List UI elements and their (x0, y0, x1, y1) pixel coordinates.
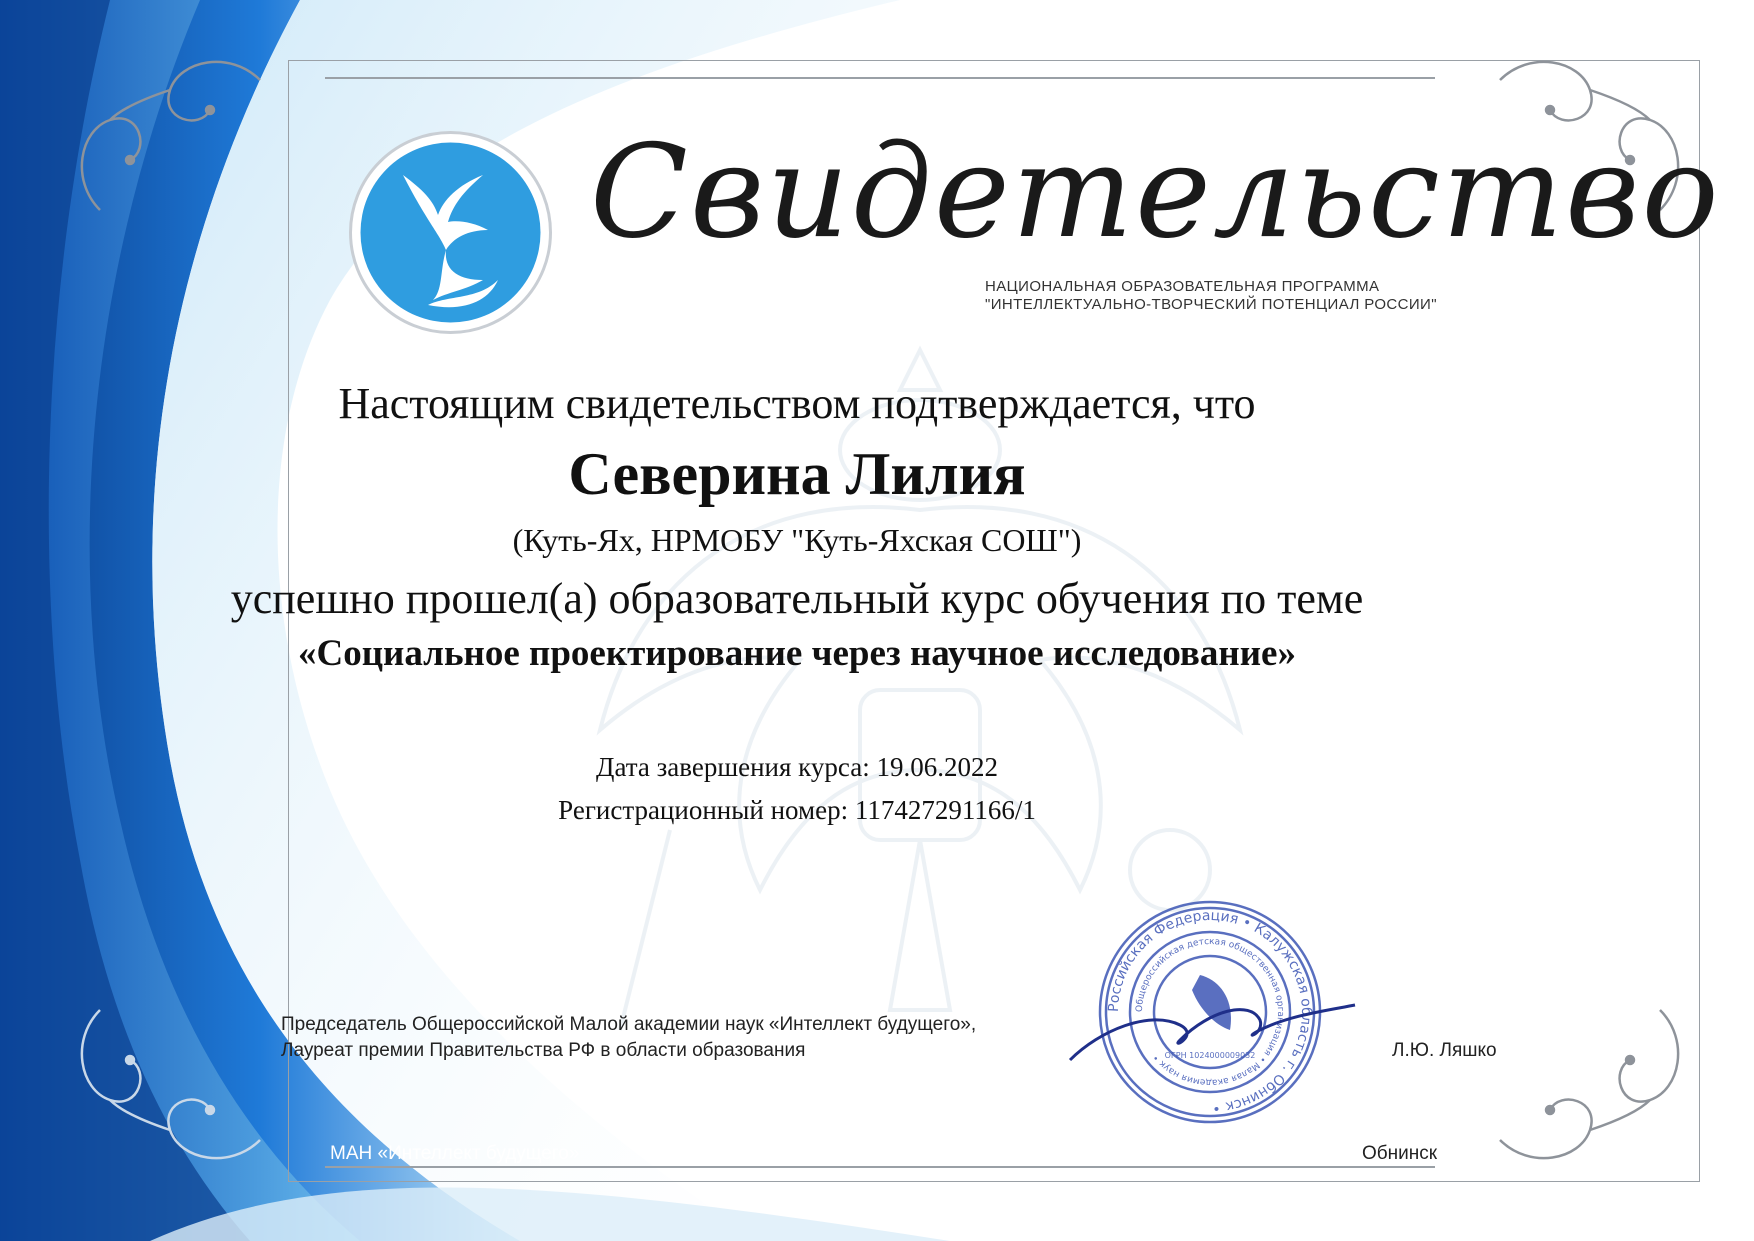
signer-title-line-2: Лауреат премии Правительства РФ в области образования (281, 1040, 806, 1061)
top-decor-line (325, 77, 1435, 79)
hummingbird-logo (348, 130, 553, 335)
confirm-text: Настоящим свидетельством подтверждается, что (338, 379, 1256, 428)
official-stamp (1060, 890, 1360, 1130)
course-title: «Социальное проектирование через научное исследование» (298, 633, 1296, 674)
registration-number: Регистрационный номер: 117427291166/1 (558, 795, 1036, 825)
certificate-title: Свидетельство (590, 118, 1721, 267)
stamp-ogrn: ОГРН 1024000009032 (1164, 1051, 1256, 1060)
recipient-name: Северина Лилия (568, 441, 1026, 507)
signer-name: Л.Ю. Ляшко (1392, 1040, 1497, 1061)
signer-title (281, 1012, 976, 1064)
completed-text: успешно прошел(а) образовательный курс обучения по теме (230, 574, 1364, 623)
program-line-1: НАЦИОНАЛЬНАЯ ОБРАЗОВАТЕЛЬНАЯ ПРОГРАММА (985, 278, 1380, 295)
signer-title-line-1: Председатель Общероссийской Малой академии наук «Интеллект будущего», (281, 1014, 977, 1035)
footer-city: Обнинск (1362, 1143, 1438, 1164)
bottom-decor-line (325, 1166, 1435, 1168)
program-name (985, 278, 1437, 314)
corner-ornament-bottom-left (60, 1000, 280, 1180)
corner-ornament-top-left (60, 40, 280, 220)
stamp-outer-text: Российская Федерация • Калужская область г. Обнинск • (1105, 907, 1315, 1117)
footer-organization: МАН «Интеллект будущего» (330, 1143, 580, 1164)
recipient-organization: (Куть-Ях, НРМОБУ "Куть-Яхская СОШ") (512, 522, 1082, 558)
program-line-2: "ИНТЕЛЛЕКТУАЛЬНО-ТВОРЧЕСКИЙ ПОТЕНЦИАЛ РОССИИ" (985, 296, 1437, 313)
stamp-inner-text: Общероссийская детская общественная организация • Малая академия наук • (1134, 936, 1286, 1088)
corner-ornament-bottom-right (1480, 1000, 1700, 1180)
completion-date: Дата завершения курса: 19.06.2022 (596, 752, 998, 782)
